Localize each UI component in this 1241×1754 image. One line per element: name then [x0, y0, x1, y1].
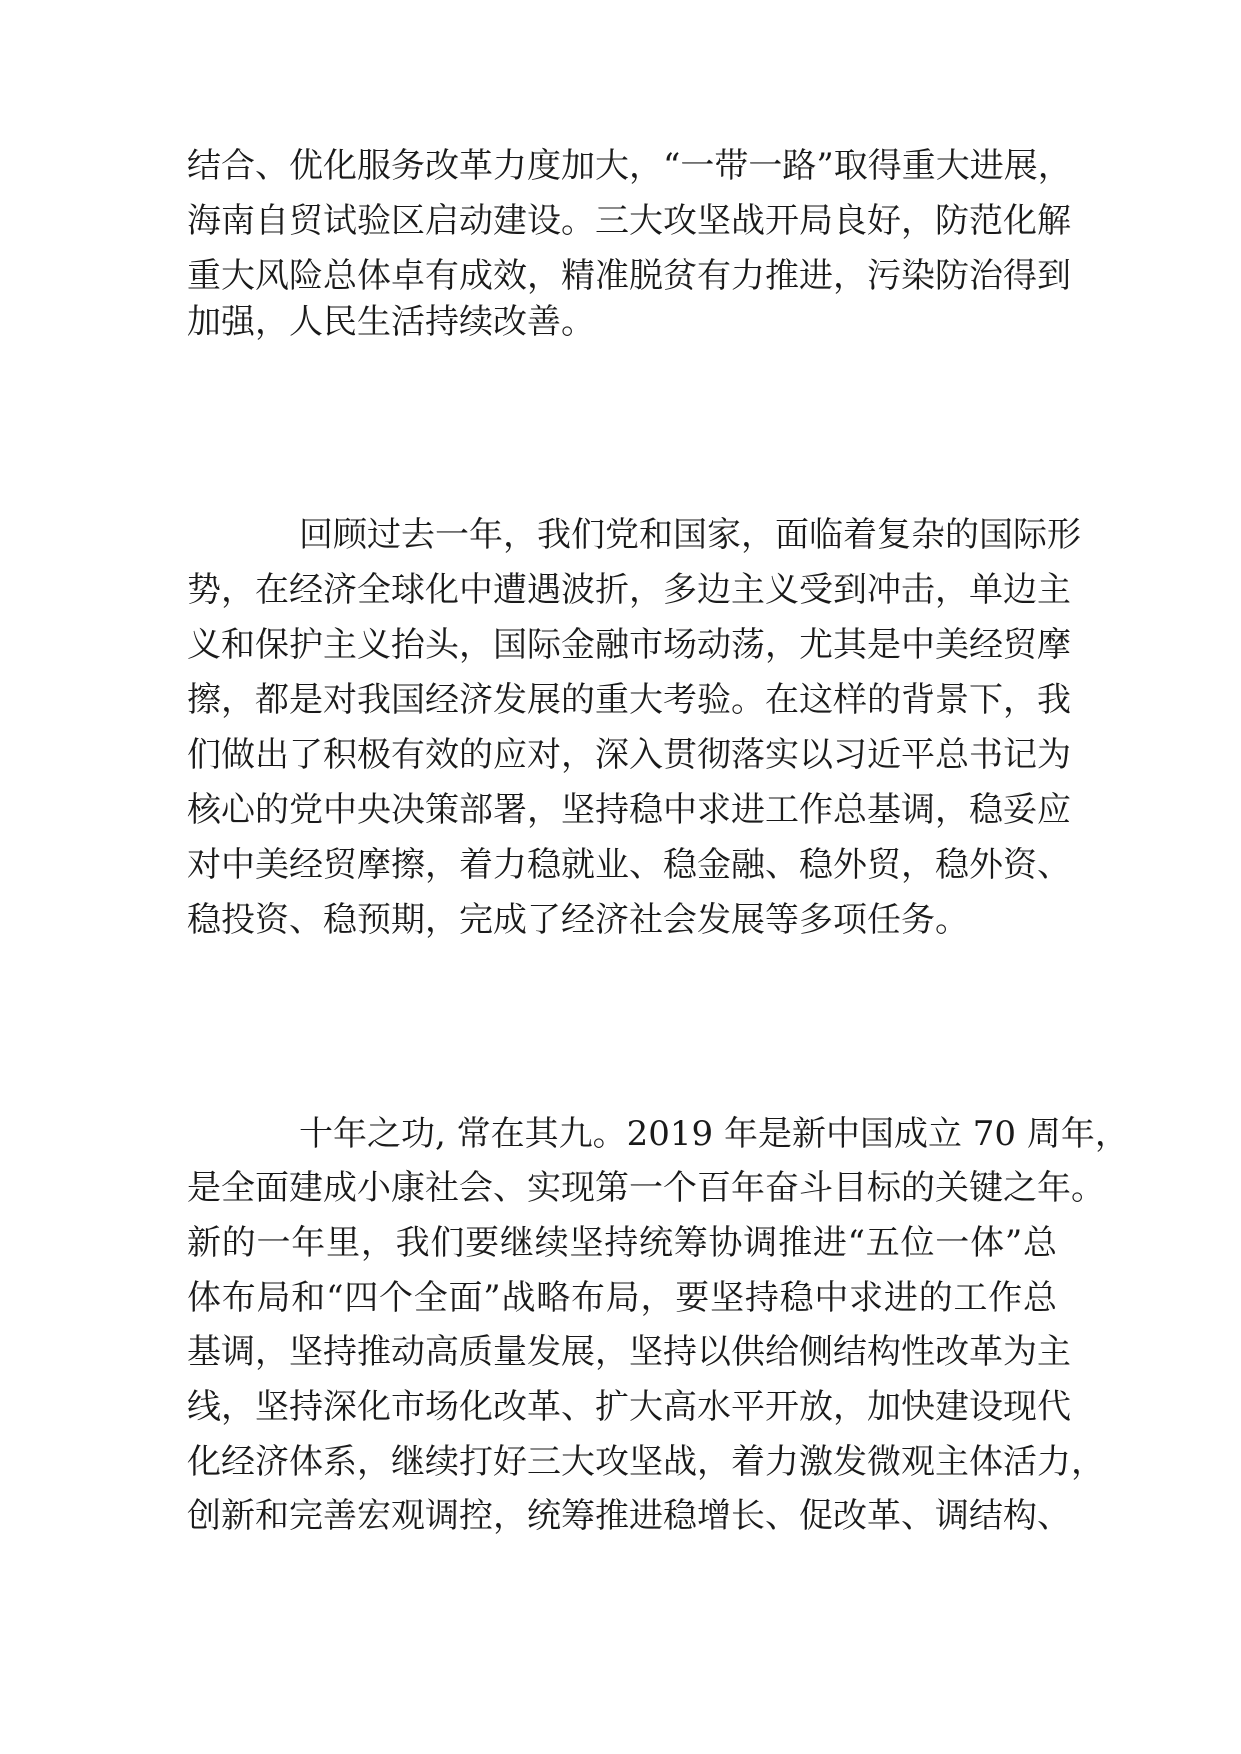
paragraph-2-line-2: 势，在经济全球化中遭遇波折，多边主义受到冲击，单边主 — [187, 570, 1071, 610]
paragraph-1-line-3: 重大风险总体卓有成效，精准脱贫有力推进，污染防治得到 — [187, 256, 1071, 296]
paragraph-2-line-8: 稳投资、稳预期，完成了经济社会发展等多项任务。 — [187, 900, 969, 940]
paragraph-1-line-4: 加强，人民生活持续改善。 — [187, 302, 595, 342]
paragraph-1-line-2: 海南自贸试验区启动建设。三大攻坚战开局良好，防范化解 — [187, 201, 1071, 241]
paragraph-2-line-1: 回顾过去一年，我们党和国家，面临着复杂的国际形 — [299, 515, 1081, 555]
paragraph-2-line-7: 对中美经贸摩擦，着力稳就业、稳金融、稳外贸，稳外资、 — [187, 845, 1071, 885]
paragraph-3-line-1: 十年之功, 常在其九。2019 年是新中国成立 70 周年， — [299, 1114, 1129, 1154]
paragraph-3-line-7: 化经济体系，继续打好三大攻坚战，着力激发微观主体活力， — [187, 1442, 1105, 1482]
paragraph-2-line-5: 们做出了积极有效的应对，深入贯彻落实以习近平总书记为 — [187, 735, 1071, 775]
paragraph-2-line-4: 擦，都是对我国经济发展的重大考验。在这样的背景下，我 — [187, 680, 1071, 720]
paragraph-3-line-6: 线，坚持深化市场化改革、扩大高水平开放，加快建设现代 — [187, 1387, 1071, 1427]
paragraph-2-line-3: 义和保护主义抬头，国际金融市场动荡，尤其是中美经贸摩 — [187, 625, 1071, 665]
paragraph-3-line-2: 是全面建成小康社会、实现第一个百年奋斗目标的关键之年。 — [187, 1168, 1105, 1208]
paragraph-1-line-1: 结合、优化服务改革力度加大，“一带一路”取得重大进展， — [187, 146, 1072, 186]
paragraph-3-line-3: 新的一年里，我们要继续坚持统筹协调推进“五位一体”总 — [187, 1223, 1057, 1263]
paragraph-3-line-8: 创新和完善宏观调控，统筹推进稳增长、促改革、调结构、 — [187, 1496, 1071, 1536]
paragraph-2-line-6: 核心的党中央决策部署，坚持稳中求进工作总基调，稳妥应 — [187, 790, 1071, 830]
paragraph-3-line-5: 基调，坚持推动高质量发展，坚持以供给侧结构性改革为主 — [187, 1332, 1071, 1372]
paragraph-3-line-4: 体布局和“四个全面”战略布局，要坚持稳中求进的工作总 — [187, 1278, 1057, 1318]
